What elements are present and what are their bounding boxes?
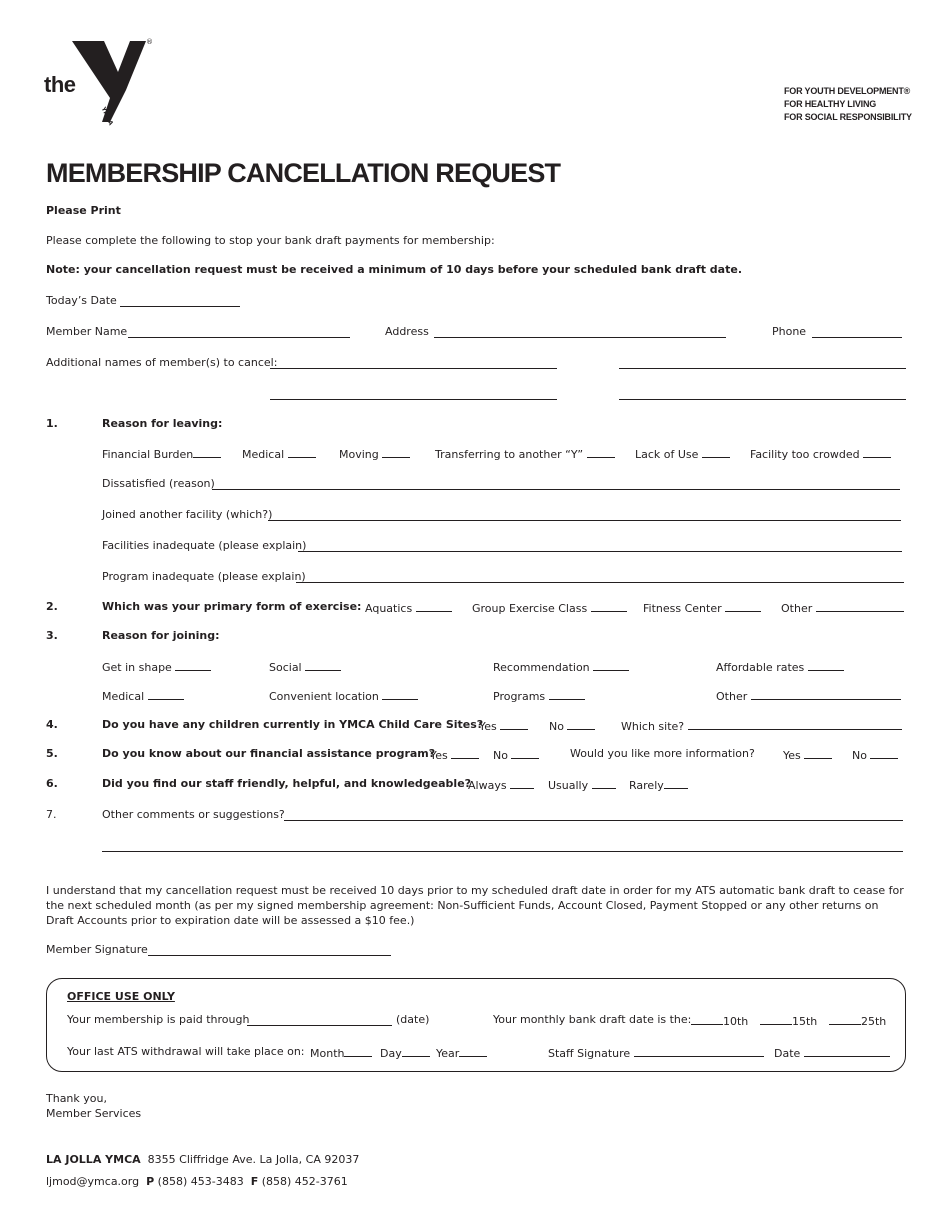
q1-facilities-label: Facilities inadequate (please explain) xyxy=(102,539,307,552)
q3-option-medical: Medical xyxy=(102,688,184,703)
member-signature-label: Member Signature xyxy=(46,943,148,956)
closing-member-services: Member Services xyxy=(46,1107,142,1120)
q4-number: 4. xyxy=(46,718,58,731)
draft-10-blank[interactable] xyxy=(691,1013,723,1025)
please-print-label: Please Print xyxy=(46,204,121,217)
paid-through-label: Your membership is paid through xyxy=(67,1013,250,1026)
q2-option-aquatics: Aquatics xyxy=(365,600,452,615)
q5-yes-blank[interactable] xyxy=(451,747,479,759)
q2-number: 2. xyxy=(46,600,58,613)
draft-date-15: 15th xyxy=(760,1013,817,1028)
q5-number: 5. xyxy=(46,747,58,760)
q4-which-site-blank[interactable] xyxy=(688,718,902,730)
footer-fax: (858) 452-3761 xyxy=(261,1175,348,1188)
q2-option-group: Group Exercise Class xyxy=(472,600,627,615)
staff-signature: Staff Signature xyxy=(548,1045,764,1060)
q5-no2: No xyxy=(852,747,898,762)
q4-no-blank[interactable] xyxy=(567,718,595,730)
q3-option-recommendation: Recommendation xyxy=(493,659,629,674)
q3-location-blank[interactable] xyxy=(382,688,418,700)
footer-name: LA JOLLA YMCA xyxy=(46,1153,141,1166)
todays-date-label: Today’s Date xyxy=(46,294,117,307)
q1-medical-blank[interactable] xyxy=(288,446,316,458)
q1-dissatisfied-field[interactable] xyxy=(212,489,900,490)
q6-usually-blank[interactable] xyxy=(592,777,616,789)
logo-ymca-subtext: YMCA xyxy=(99,106,115,127)
paid-through-field[interactable] xyxy=(247,1025,392,1026)
q1-option-moving: Moving xyxy=(339,446,410,461)
withdrawal-year: Year xyxy=(436,1045,487,1060)
q3-option-other: Other xyxy=(716,688,901,703)
q5-yes2: Yes xyxy=(783,747,832,762)
withdrawal-day: Day xyxy=(380,1045,430,1060)
q1-transferring-blank[interactable] xyxy=(587,446,615,458)
q1-facilities-field[interactable] xyxy=(298,551,902,552)
additional-name-field-2[interactable] xyxy=(619,368,906,369)
q5-more-info-label: Would you like more information? xyxy=(570,747,755,760)
q2-option-other: Other xyxy=(781,600,904,615)
q6-label: Did you find our staff friendly, helpful, and knowledgeable? xyxy=(102,777,472,790)
footer-fax-prefix: F xyxy=(250,1175,259,1188)
q6-always: Always xyxy=(468,777,534,792)
member-name-field[interactable] xyxy=(128,337,350,338)
draft-date-label: Your monthly bank draft date is the: xyxy=(493,1013,692,1026)
additional-name-field-3[interactable] xyxy=(270,399,557,400)
staff-signature-blank[interactable] xyxy=(634,1045,764,1057)
q6-usually: Usually xyxy=(548,777,616,792)
paid-through-date-label: (date) xyxy=(396,1013,430,1026)
withdrawal-year-blank[interactable] xyxy=(459,1045,487,1057)
q7-comments-field-1[interactable] xyxy=(284,820,903,821)
q3-recommendation-blank[interactable] xyxy=(593,659,629,671)
q6-rarely-blank[interactable] xyxy=(664,777,688,789)
draft-date-25: 25th xyxy=(829,1013,886,1028)
q2-fitness-blank[interactable] xyxy=(725,600,761,612)
tagline-line-2: FOR HEALTHY LIVING xyxy=(784,99,877,109)
q4-yes: Yes xyxy=(479,718,528,733)
todays-date-field[interactable] xyxy=(120,306,240,307)
q3-option-shape: Get in shape xyxy=(102,659,211,674)
q3-option-programs: Programs xyxy=(493,688,585,703)
q5-no-blank[interactable] xyxy=(511,747,539,759)
footer-phone: (858) 453-3483 xyxy=(157,1175,244,1188)
intro-text: Please complete the following to stop your bank draft payments for membership: xyxy=(46,234,495,247)
q1-number: 1. xyxy=(46,417,58,430)
additional-name-field-1[interactable] xyxy=(270,368,557,369)
member-signature-field[interactable] xyxy=(148,955,391,956)
q7-comments-field-2[interactable] xyxy=(102,851,903,852)
q2-option-fitness: Fitness Center xyxy=(643,600,761,615)
q3-number: 3. xyxy=(46,629,58,642)
q1-label: Reason for leaving: xyxy=(102,417,223,430)
closing-thank-you: Thank you, xyxy=(46,1092,107,1105)
q5-label: Do you know about our financial assistance program? xyxy=(102,747,436,760)
q1-joined-field[interactable] xyxy=(268,520,901,521)
q4-which-site: Which site? xyxy=(621,718,902,733)
q1-option-lack-of-use: Lack of Use xyxy=(635,446,730,461)
ymca-y-icon xyxy=(70,38,154,124)
q3-affordable-blank[interactable] xyxy=(808,659,844,671)
q2-group-blank[interactable] xyxy=(591,600,627,612)
q1-option-transferring: Transferring to another “Y” xyxy=(435,446,615,461)
q5-yes2-blank[interactable] xyxy=(804,747,832,759)
q1-dissatisfied-label: Dissatisfied (reason) xyxy=(102,477,215,490)
withdrawal-month: Month xyxy=(310,1045,372,1060)
q3-social-blank[interactable] xyxy=(305,659,341,671)
q3-option-location: Convenient location xyxy=(269,688,418,703)
address-label: Address xyxy=(385,325,429,338)
tagline xyxy=(784,85,912,124)
ymca-logo xyxy=(44,38,154,127)
q3-other-blank[interactable] xyxy=(751,688,901,700)
q4-yes-blank[interactable] xyxy=(500,718,528,730)
staff-date-blank[interactable] xyxy=(804,1045,890,1057)
q3-shape-blank[interactable] xyxy=(175,659,211,671)
additional-names-label: Additional names of member(s) to cancel: xyxy=(46,356,278,369)
q1-option-medical: Medical xyxy=(242,446,316,461)
draft-date-10: 10th xyxy=(691,1013,748,1028)
q2-other-blank[interactable] xyxy=(816,600,904,612)
withdrawal-day-blank[interactable] xyxy=(402,1045,430,1057)
address-field[interactable] xyxy=(434,337,726,338)
q2-aquatics-blank[interactable] xyxy=(416,600,452,612)
phone-label: Phone xyxy=(772,325,807,338)
draft-25-blank[interactable] xyxy=(829,1013,861,1025)
q3-option-affordable: Affordable rates xyxy=(716,659,844,674)
q7-number: 7. xyxy=(46,808,57,821)
q1-option-financial: Financial Burden xyxy=(102,446,221,461)
logo-the-text: the xyxy=(44,72,76,97)
q7-label: Other comments or suggestions? xyxy=(102,808,285,821)
q1-financial-blank[interactable] xyxy=(193,446,221,458)
q3-medical-blank[interactable] xyxy=(148,688,184,700)
q1-option-crowded: Facility too crowded xyxy=(750,446,891,461)
footer-address-line xyxy=(46,1153,359,1166)
last-withdrawal-label: Your last ATS withdrawal will take place on: xyxy=(67,1045,305,1058)
footer-phone-prefix: P xyxy=(146,1175,155,1188)
additional-name-field-4[interactable] xyxy=(619,399,906,400)
q5-no: No xyxy=(493,747,539,762)
q1-program-field[interactable] xyxy=(296,582,904,583)
withdrawal-month-blank[interactable] xyxy=(344,1045,372,1057)
phone-field[interactable] xyxy=(812,337,902,338)
note-text: Note: your cancellation request must be received a minimum of 10 days before your scheduled bank draft date. xyxy=(46,263,742,276)
footer-contact-line xyxy=(46,1175,348,1188)
draft-15-blank[interactable] xyxy=(760,1013,792,1025)
tagline-line-1: FOR YOUTH DEVELOPMENT® xyxy=(784,86,911,96)
q4-no: No xyxy=(549,718,595,733)
agreement-text: I understand that my cancellation request must be received 10 days prior to my scheduled draft date in order for my ATS automatic bank draft to cease for the next scheduled month (as per my signed membership agreement: Non-Sufficient Funds, Account Closed, Payment Stopped or any other returns on Draft Accounts prior to expiration date will be assessed a $10 fee.) xyxy=(46,884,904,927)
q3-programs-blank[interactable] xyxy=(549,688,585,700)
q6-rarely: Rarely xyxy=(629,777,688,792)
q1-crowded-blank[interactable] xyxy=(863,446,891,458)
q1-joined-label: Joined another facility (which?) xyxy=(102,508,273,521)
footer-address: 8355 Cliffridge Ave. La Jolla, CA 92037 xyxy=(147,1153,360,1166)
tagline-line-3: FOR SOCIAL RESPONSIBILITY xyxy=(784,112,912,122)
q5-yes: Yes xyxy=(430,747,479,762)
logo-registered-mark: ® xyxy=(146,38,153,46)
footer-email[interactable]: ljmod@ymca.org xyxy=(46,1175,140,1188)
q1-moving-blank[interactable] xyxy=(382,446,410,458)
q3-option-social: Social xyxy=(269,659,341,674)
q3-label: Reason for joining: xyxy=(102,629,220,642)
office-use-heading: OFFICE USE ONLY xyxy=(67,990,175,1003)
q1-lack-of-use-blank[interactable] xyxy=(702,446,730,458)
q1-program-label: Program inadequate (please explain) xyxy=(102,570,306,583)
staff-date: Date xyxy=(774,1045,890,1060)
member-name-label: Member Name xyxy=(46,325,128,338)
q4-label: Do you have any children currently in YMCA Child Care Sites? xyxy=(102,718,484,731)
q2-label: Which was your primary form of exercise: xyxy=(102,600,362,613)
q6-always-blank[interactable] xyxy=(510,777,534,789)
q6-number: 6. xyxy=(46,777,58,790)
q5-no2-blank[interactable] xyxy=(870,747,898,759)
page-title: MEMBERSHIP CANCELLATION REQUEST xyxy=(46,158,561,188)
